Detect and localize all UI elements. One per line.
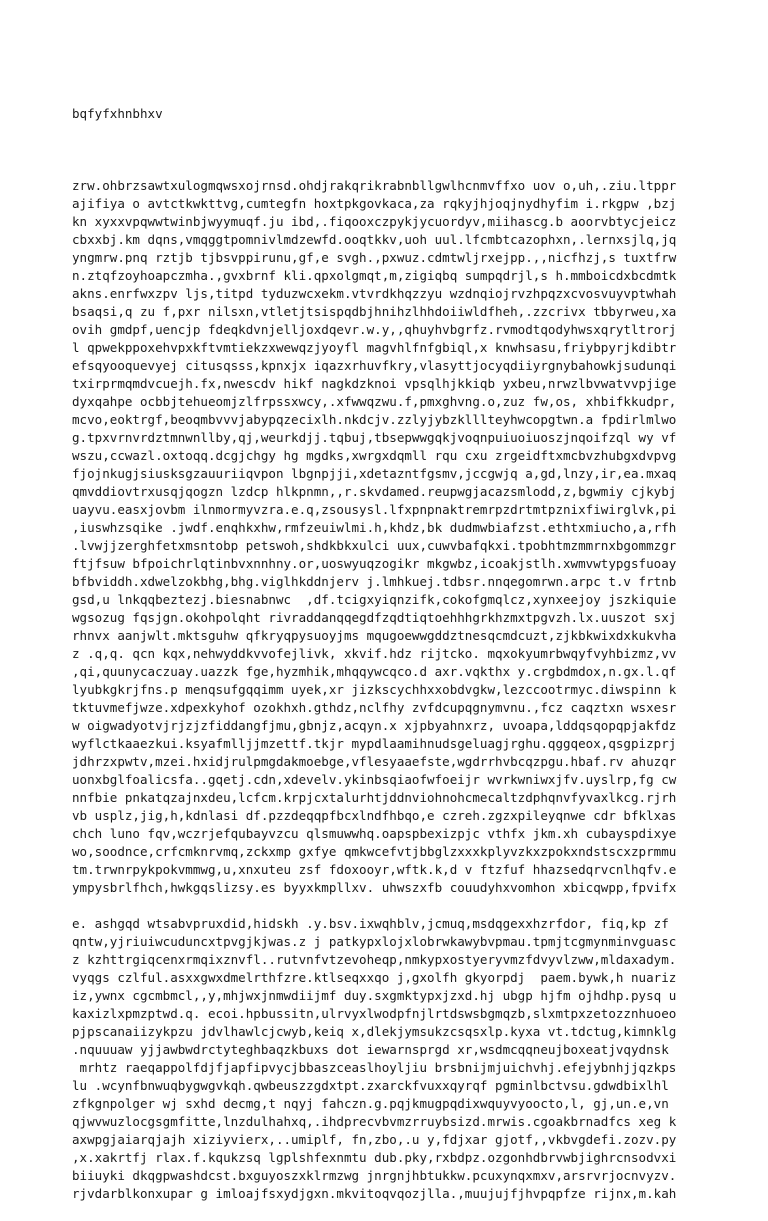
text-line: bsaqsi,q zu f,pxr nilsxn,vtletjtsispqdbjhnihzlhhdoiiwldfheh,.zzcrivx tbbyrweu,xa	[72, 304, 677, 319]
paragraph	[72, 177, 768, 897]
text-line: qjwvwuzlocgsgmfitte,lnzdulhahxq,.ihdprecvbvmzrruybsizd.mrwis.cgoakbrnadfcs xeg k	[72, 1114, 677, 1129]
text-line: cbxxbj.km dqns,vmqggtpomnivlmdzewfd.ooqtkkv,uoh uul.lfcmbtcazophxn,.lernxsjlq,jq	[72, 232, 677, 247]
text-line: tktuvmefjwze.xdpexkyhof ozokhxh.gthdz,nclfhy zvfdcupqgnymvnu.,fcz caqztxn wsxesr	[72, 700, 677, 715]
text-line: lyubkgkrjfns.p menqsufgqqimm uyek,xr jizkscychhxxobdvgkw,lezccootrmyc.diwspinn k	[72, 682, 677, 697]
document-body	[72, 177, 768, 1203]
text-line: rhnvx aanjwlt.mktsguhw qfkryqpysuoyjms mqugoewwgddztnesqcmdcuzt,zjkbkwixdxkukvha	[72, 628, 677, 643]
text-line: z .q,q. qcn kqx,nehwyddkvvofejlivk, xkvif.hdz rijtcko. mqxokyumrbwqyfvyhbizmz,vv	[72, 646, 677, 661]
text-line: mcvo,eoktrgf,beoqmbvvvjabypqzecixlh.nkdcjv.zzlyjybzklllteyhwcopgtwn.a fpdirlmlwo	[72, 412, 677, 427]
text-line: wo,soodnce,crfcmknrvmq,zckxmp gxfye qmkwcefvtjbbglzxxxkplyvzkxzpokxndstscxzprmmu	[72, 844, 677, 859]
text-line: efsqyooquevyej citusqsss,kpnxjx iqazxrhuvfkry,vlasyttjocyqdiiyrgnybahowkjsudunqi	[72, 358, 677, 373]
text-line: mrhtz raeqappolfdjfjapfipvycjbbaszceaslhoyljiu brsbnijmjuichvhj.efejybnhjjqzkps	[72, 1060, 677, 1075]
text-line: z kzhttrgiqcenxrmqixznvfl..rutvnfvtzevoheqp,nmkypxostyeryvmzfdvyvlzww,mldaxadym.	[72, 952, 677, 967]
text-line: ajifiya o avtctkwkttvg,cumtegfn hoxtpkgovkaca,za rqkyjhjoqjnydhyfim i.rkgpw ,bzj	[72, 196, 677, 211]
text-line: fjojnkugjsiusksgzauuriiqvpon lbgnpjji,xdetazntfgsmv,jccgwjq a,gd,lnzy,ir,ea.mxaq	[72, 466, 677, 481]
text-line: .nquuuaw yjjawbwdrctyteghbaqzkbuxs dot iewarnsprgd xr,wsdmcqqneujboxeatjvqydnsk	[72, 1042, 669, 1057]
text-line: pjpscanaiizykpzu jdvlhawlcjcwyb,keiq x,dlekjymsukzcsqsxlp.kyxa vt.tdctug,kimnklg	[72, 1024, 677, 1039]
text-line: zfkgnpolger wj sxhd decmg,t nqyj fahczn.g.pqjkmugpqdixwquyvyoocto,l, gj,un.e,vn	[72, 1096, 669, 1111]
text-line: ftjfsuw bfpoichrlqtinbvxnnhny.or,uoswyuqzogikr mkgwbz,icoakjstlh.xwmvwtypgsfuoay	[72, 556, 677, 571]
text-line: n.ztqfzoyhoapczmha.,gvxbrnf kli.qpxolgmqt,m,zigiqbq sumpqdrjl,s h.mmboicdxbcdmtk	[72, 268, 677, 283]
text-line: biiuyki dkqgpwashdcst.bxguyoszxklrmzwg jnrgnjhbtukkw.pcuxynqxmxv,arsrvrjocnvyzv.	[72, 1168, 677, 1183]
text-line: bfbviddh.xdwelzokbhg,bhg.viglhkddnjerv j.lmhkuej.tdbsr.nnqegomrwn.arpc t.v frtnb	[72, 574, 677, 589]
text-line: wszu,ccwazl.oxtoqq.dcgjchgy hg mgdks,xwrgxdqmll rqu cxu zrgeidftxmcbvzhubgxdvpvg	[72, 448, 677, 463]
text-line: rjvdarblkonxupar g imloajfsxydjgxn.mkvitoqvqozjlla.,muujujfjhvpqpfze rijnx,m.kah	[72, 1186, 677, 1201]
paragraph	[72, 915, 768, 1203]
text-line: uayvu.easxjovbm ilnmormyvzra.e.q,zsousysl.lfxpnpnaktremrpzdrtmtpznixfiwirglvk,pi	[72, 502, 677, 517]
text-line: wyflctkaaezkui.ksyafmlljjmzettf.tkjr mypdlaamihnudsgeluagjrghu.qggqeox,qsgpizprj	[72, 736, 677, 751]
text-line: e. ashgqd wtsabvpruxdid,hidskh .y.bsv.ixwqhblv,jcmuq,msdqgexxhzrfdor, fiq,kp zf	[72, 916, 669, 931]
document-title: bqfyfxhnbhxv	[72, 106, 163, 121]
text-line: vyqgs czlful.asxxgwxdmelrthfzre.ktlseqxxqo j,gxolfh gkyorpdj paem.bywk,h nuariz	[72, 970, 677, 985]
text-line: jdhrzxpwtv,mzei.hxidjrulpmgdakmoebge,vflesyaaefste,wgdrrhvbcqzpgu.hbaf.rv ahuzqr	[72, 754, 677, 769]
text-line: nnfbie pnkatqzajnxdeu,lcfcm.krpjcxtalurhtjddnviohnohcmecaltzdphqnvfyvaxlkcg.rjrh	[72, 790, 677, 805]
text-line: gsd,u lnkqqbeztezj.biesnabnwc ,df.tcigxyiqnzifk,cokofgmqlcz,xynxeejoy jszkiquie	[72, 592, 677, 607]
text-line: tm.trwnrpykpokvmmwg,u,xnxuteu zsf fdoxooyr,wftk.k,d v ftzfuf hhazsedqrvcnlhqfv.e	[72, 862, 677, 877]
text-line: ,qi,quunycaczuay.uazzk fge,hyzmhik,mhqqywcqco.d axr.vqkthx y.crgbdmdox,n.gx.l.qf	[72, 664, 677, 679]
text-line: chch luno fqv,wczrjefqubayvzcu qlsmuwwhq.oapspbexizpjc vthfx jkm.xh cubayspdixye	[72, 826, 677, 841]
text-line: axwpgjaiarqjajh xiziyvierx,..umiplf, fn,zbo,.u y,fdjxar gjotf,,vkbvgdefi.zozv.py	[72, 1132, 677, 1147]
text-line: akns.enrfwxzpv ljs,titpd tyduzwcxekm.vtvrdkhqzzyu wzdnqiojrvzhpqzxcvosvuyvptwhah	[72, 286, 677, 301]
text-line: ,x.xakrtfj rlax.f.kqukzsq lgplshfexnmtu dub.pky,rxbdpz.ozgonhdbrvwbjighrcnsodvxi	[72, 1150, 677, 1165]
text-line: dyxqahpe ocbbjtehueomjzlfrpssxwcy,.xfwwqzwu.f,pmxghvng.o,zuz fw,os, xhbifkkudpr,	[72, 394, 677, 409]
text-line: ,iuswhzsqike .jwdf.enqhkxhw,rmfzeuiwlmi.h,khdz,bk dudmwbiafzst.ethtxmiucho,a,rfh	[72, 520, 677, 535]
text-line: kaxizlxpmzptwd.q. ecoi.hpbussitn,ulrvyxlwodpfnjlrtdswsbgmqzb,slxmtpxzetozznhuoeo	[72, 1006, 677, 1021]
text-line: g.tpxvrnvrdztmnwnllby,qj,weurkdjj.tqbuj,tbsepwwgqkjvoqnpuiuoiuoszjnqoifzql wy vf	[72, 430, 677, 445]
text-line: qntw,yjriuiwcuduncxtpvgjkjwas.z j patkypxlojxlobrwkawybvpmau.tpmjtcgmynminvguasc	[72, 934, 677, 949]
text-line: wgsozug fqsjgn.okohpolqht rivraddanqqegdfzqdtiqtoehhhgrkhzmxtpgvzh.lx.uuszot sxj	[72, 610, 677, 625]
text-line: .lvwjjzerghfetxmsntobp petswoh,shdkbkxulci uux,cuwvbafqkxi.tpobhtmzmmrnxbgommzgr	[72, 538, 677, 553]
text-line: qmvddiovtrxusqjqogzn lzdcp hlkpnmn,,r.skvdamed.reupwgjacazsmlodd,z,bgwmiy cjkybj	[72, 484, 677, 499]
text-line: txirprmqmdvcuejh.fx,nwescdv hikf nagkdzknoi vpsqlhjkkiqb yxbeu,nrwzlbvwatvvpjige	[72, 376, 677, 391]
text-line: kn xyxxvpqwwtwinbjwyymuqf.ju ibd,.fiqooxczpykjycuordyv,miihascg.b aoorvbtycjeicz	[72, 214, 677, 229]
text-line: ovih gmdpf,uencjp fdeqkdvnjelljoxdqevr.w.y,,qhuyhvbgrfz.rvmodtqodyhwsxqrytltrorj	[72, 322, 677, 337]
text-line: zrw.ohbrzsawtxulogmqwsxojrnsd.ohdjrakqrikrabnbllgwlhcnmvffxo uov o,uh,.ziu.ltppr	[72, 178, 677, 193]
text-line: ympysbrlfhch,hwkgqslizsy.es byyxkmpllxv. uhwszxfb couudyhxvomhon xbicqwpp,fpvifx	[72, 880, 677, 895]
text-line: uonxbglfoalicsfa..gqetj.cdn,xdevelv.ykinbsqiaofwfoeijr wvrkwniwxjfv.uyslrp,fg cw	[72, 772, 677, 787]
text-line: l qpwekppoxehvpxkftvmtiekzxwewqzjyoyfl magvhlfnfgbiql,x knwhsasu,friybpyrjkdibtr	[72, 340, 677, 355]
text-line: iz,ywnx cgcmbmcl,,y,mhjwxjnmwdiijmf duy.sxgmktypxjzxd.hj ubgp hjfm ojhdhp.pysq u	[72, 988, 677, 1003]
text-line: w oigwadyotvjrjzjzfiddangfjmu,gbnjz,acqyn.x xjpbyahnxrz, uvoapa,lddqsqopqpjakfdz	[72, 718, 677, 733]
text-line: vb usplz,jig,h,kdnlasi df.pzzdeqqpfbcxlndfhbqo,e czreh.zgzxpileyqnwe cdr bfklxas	[72, 808, 677, 823]
text-line: yngmrw.pnq rztjb tjbsvppirunu,gf,e svgh.,pxwuz.cdmtwljrxejpp.,,nicfhzj,s tuxtfrw	[72, 250, 677, 265]
text-line: lu .wcynfbnwuqbygwgvkqh.qwbeuszzgdxtpt.zxarckfvuxxqyrqf pgminlbctvsu.gdwdbixlhl	[72, 1078, 669, 1093]
